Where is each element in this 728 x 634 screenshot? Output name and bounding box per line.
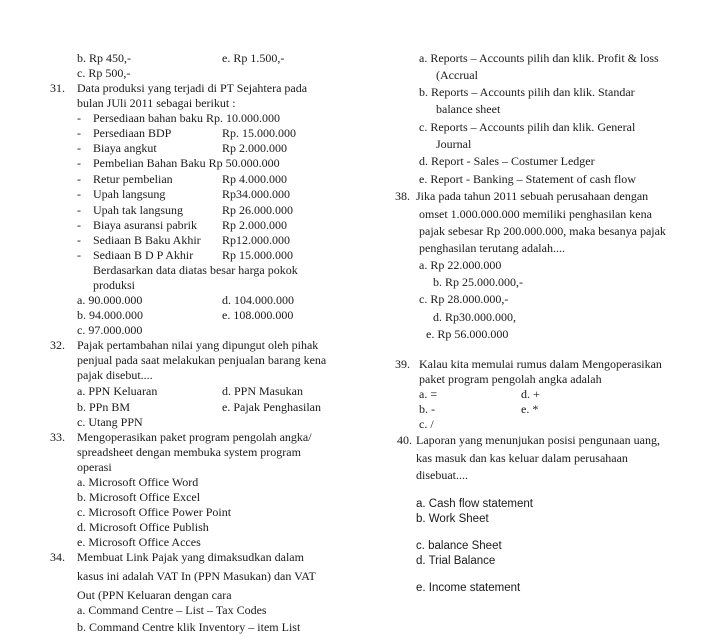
q31-item-label: Biaya angkut — [93, 141, 157, 155]
q32-option-d: d. PPN Masukan — [222, 384, 304, 398]
q33-text-1: Mengoperasikan paket program pengolah angka/ — [77, 430, 312, 444]
q31-item-label: Upah tak langsung — [93, 203, 183, 217]
q40-option-d: d. Trial Balance — [416, 555, 496, 567]
q39-option-b: b. - — [419, 402, 435, 416]
q38-option-c: c. Rp 28.000.000,- — [419, 292, 509, 306]
q31-option-d: d. 104.000.000 — [222, 293, 294, 307]
q38-text-3: pajak sebesar Rp 200.000.000, maka besanya pajak — [419, 224, 666, 238]
q31-question-2: produksi — [93, 278, 135, 292]
q30-option-b: b. Rp 450,- — [77, 51, 131, 65]
q34-option-a: a. Command Centre – List – Tax Codes — [77, 603, 267, 617]
q31-item-value: Rp34.000.000 — [222, 187, 291, 201]
q31-option-c: c. 97.000.000 — [77, 323, 143, 337]
q33-option-d: d. Microsoft Office Publish — [77, 520, 209, 534]
q31-item-value: Rp 15.000.000 — [222, 248, 294, 262]
q31-bullet: - — [77, 233, 81, 247]
q31-bullet: - — [77, 172, 81, 186]
q32-text-3: pajak disebut.... — [77, 368, 153, 382]
q31-item-label: Persediaan BDP — [93, 126, 172, 140]
q38-text-4: penghasilan terutang adalah.... — [419, 241, 565, 255]
q31-option-b: b. 94.000.000 — [77, 308, 143, 322]
q37-option-c: c. Reports – Accounts pilih dan klik. General — [419, 120, 636, 134]
q34-text-3: Out (PPN Keluaran dengan cara — [77, 588, 232, 602]
q37-option-a: a. Reports – Accounts pilih dan klik. Profit & loss — [419, 51, 659, 65]
q37-option-d: d. Report - Sales – Costumer Ledger — [419, 154, 595, 168]
q31-item-value: Rp 4.000.000 — [222, 172, 288, 186]
q32-text-1: Pajak pertambahan nilai yang dipungut oleh pihak — [77, 338, 319, 352]
q31-bullet: - — [77, 141, 81, 155]
q31-bullet: - — [77, 203, 81, 217]
q38-option-b: b. Rp 25.000.000,- — [433, 275, 523, 289]
q31-item-label: Sediaan B Baku Akhir — [93, 233, 201, 247]
q32-option-a: a. PPN Keluaran — [77, 384, 158, 398]
q33-number: 33. — [50, 430, 65, 444]
q32-option-c: c. Utang PPN — [77, 415, 143, 429]
q31-item-label: Pembelian Bahan Baku Rp 50.000.000 — [93, 156, 280, 170]
q31-bullet: - — [77, 187, 81, 201]
q31-item-value: Rp 2.000.000 — [222, 141, 288, 155]
q37-option-e: e. Report - Banking – Statement of cash flow — [419, 172, 636, 186]
q31-option-e: e. 108.000.000 — [222, 308, 294, 322]
q37-option-b-cont: balance sheet — [436, 102, 501, 116]
q34-text-1: Membuat Link Pajak yang dimaksudkan dalam — [77, 550, 304, 564]
q31-item-value: Rp 2.000.000 — [222, 218, 288, 232]
q39-option-d: d. + — [521, 387, 540, 401]
q32-text-2: penjual pada saat melakukan penjualan barang kena — [77, 353, 327, 367]
q33-option-b: b. Microsoft Office Excel — [77, 490, 201, 504]
q34-option-b: b. Command Centre klik Inventory – item List — [77, 620, 301, 634]
q40-option-a: a. Cash flow statement — [416, 498, 533, 510]
q31-bullet: - — [77, 156, 81, 170]
q31-item-label: Retur pembelian — [93, 172, 173, 186]
q39-text-1: Kalau kita memulai rumus dalam Mengoperasikan — [419, 357, 662, 371]
q33-text-3: operasi — [77, 460, 112, 474]
q39-option-a: a. = — [419, 387, 438, 401]
q32-option-e: e. Pajak Penghasilan — [222, 400, 321, 414]
q31-number: 31. — [50, 81, 65, 95]
q32-option-b: b. PPn BM — [77, 400, 131, 414]
q30-option-c: c. Rp 500,- — [77, 66, 131, 80]
q34-text-2: kasus ini adalah VAT In (PPN Masukan) dan VAT — [77, 569, 316, 583]
q31-bullet: - — [77, 248, 81, 262]
q40-option-e: e. Income statement — [416, 582, 521, 594]
q31-text-2: bulan JUli 2011 sebagai berikut : — [77, 96, 236, 110]
q31-item-value: Rp. 15.000.000 — [222, 126, 297, 140]
q31-bullet: - — [77, 126, 81, 140]
q31-text-1: Data produksi yang terjadi di PT Sejahtera pada — [77, 81, 308, 95]
q39-text-2: paket program pengolah angka adalah — [419, 372, 602, 386]
q39-option-e: e. * — [521, 402, 539, 416]
q38-number: 38. — [395, 189, 410, 203]
q38-option-d: d. Rp30.000.000, — [433, 310, 517, 324]
q37-option-b: b. Reports – Accounts pilih dan klik. Standar — [419, 85, 635, 99]
q31-item-value: Rp 26.000.000 — [222, 203, 294, 217]
q31-option-a: a. 90.000.000 — [77, 293, 143, 307]
q39-option-c: c. / — [419, 417, 434, 431]
q31-bullet: - — [77, 218, 81, 232]
q31-bullet: - — [77, 111, 81, 125]
q31-item-label: Persediaan bahan baku Rp. 10.000.000 — [93, 111, 280, 125]
q33-option-e: e. Microsoft Office Acces — [77, 535, 201, 549]
q31-item-value: Rp12.000.000 — [222, 233, 291, 247]
q33-text-2: spreadsheet dengan membuka system program — [77, 445, 301, 459]
q40-option-c: c. balance Sheet — [416, 540, 502, 552]
q32-number: 32. — [50, 338, 65, 352]
q31-question-1: Berdasarkan data diatas besar harga pokok — [93, 263, 298, 277]
q31-item-label: Sediaan B D P Akhir — [93, 248, 194, 262]
q38-text-1: Jika pada tahun 2011 sebuah perusahaan dengan — [416, 189, 649, 203]
q40-text-1: Laporan yang menunjukan posisi pengunaan uang, — [416, 433, 660, 447]
q34-number: 34. — [50, 550, 65, 564]
q40-text-2: kas masuk dan kas keluar dalam perusahaan — [416, 451, 628, 465]
q37-option-a-cont: (Accrual — [436, 68, 478, 82]
q37-option-c-cont: Journal — [436, 137, 472, 151]
q40-number: 40. — [397, 433, 412, 447]
q38-text-2: omset 1.000.000.000 memiliki penghasilan kena — [419, 207, 652, 221]
q39-number: 39. — [395, 357, 410, 371]
q38-option-a: a. Rp 22.000.000 — [419, 258, 502, 272]
q38-option-e: e. Rp 56.000.000 — [426, 327, 509, 341]
q30-option-e: e. Rp 1.500,- — [222, 51, 285, 65]
q40-text-3: disebuat.... — [416, 468, 468, 482]
q31-item-label: Biaya asuransi pabrik — [93, 218, 197, 232]
q40-option-b: b. Work Sheet — [416, 513, 489, 525]
q33-option-a: a. Microsoft Office Word — [77, 475, 199, 489]
q31-item-label: Upah langsung — [93, 187, 166, 201]
q33-option-c: c. Microsoft Office Power Point — [77, 505, 232, 519]
